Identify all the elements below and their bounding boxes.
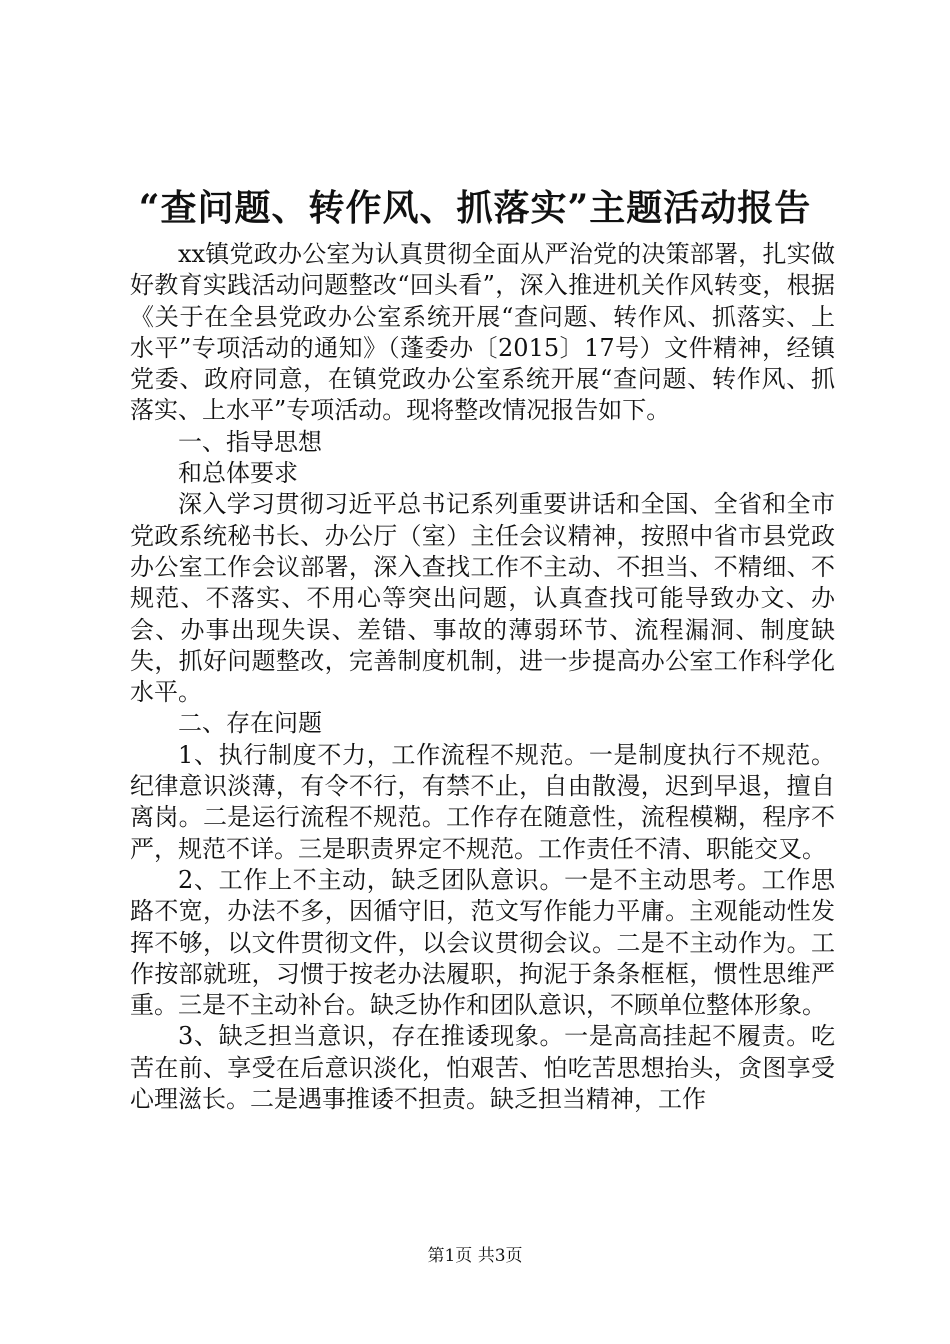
- problem-paragraph-2: 2、工作上不主动，缺乏团队意识。一是不主动思考。工作思路不宽，办法不多，因循守旧，范文写作能力平庸。主观能动性发挥不够，以文件贯彻文件，以会议贯彻会议。二是不主动作为。工作按部就班，习惯于按老办法履职，拘泥于条条框框，惯性思维严重。三是不主动补台。缺乏协作和团队意识，不顾单位整体形象。: [130, 865, 835, 1020]
- section-heading-existing-problems: 二、存在问题: [178, 709, 322, 738]
- section-heading-guiding-ideology: 一、指导思想: [178, 427, 322, 456]
- document-body: [130, 239, 835, 1115]
- problem-paragraph-1: 1、执行制度不力，工作流程不规范。一是制度执行不规范。纪律意识淡薄，有令不行，有禁不止，自由散漫，迟到早退，擅自离岗。二是运行流程不规范。工作存在随意性，流程模糊，程序不严，规范不详。三是职责界定不规范。工作责任不清、职能交叉。: [130, 740, 835, 863]
- document-title: “查问题、转作风、抓落实”主题活动报告: [138, 187, 812, 229]
- requirements-paragraph: 深入学习贯彻习近平总书记系列重要讲话和全国、全省和全市党政系统秘书长、办公厅（室）主任会议精神，按照中省市县党政办公室工作会议部署，深入查找工作不主动、不担当、不精细、不规范、不落实、不用心等突出问题，认真查找可能导致办文、办会、办事出现失误、差错、事故的薄弱环节、流程漏洞、制度缺失，抓好问题整改，完善制度机制，进一步提高办公室工作科学化水平。: [130, 490, 835, 707]
- intro-paragraph: xx镇党政办公室为认真贯彻全面从严治党的决策部署，扎实做好教育实践活动问题整改“回头看”，深入推进机关作风转变，根据《关于在全县党政办公室系统开展“查问题、转作风、抓落实、上水平”专项活动的通知》（蓬委办〔2015〕17号）文件精神，经镇党委、政府同意，在镇党政办公室系统开展“查问题、转作风、抓落实、上水平”专项活动。现将整改情况报告如下。: [130, 240, 835, 425]
- problem-paragraph-3: 3、缺乏担当意识，存在推诿现象。一是高高挂起不履责。吃苦在前、享受在后意识淡化，怕艰苦、怕吃苦思想抬头，贪图享受心理滋长。二是遇事推诿不担责。缺乏担当精神，工作: [130, 1022, 835, 1114]
- page-footer: 第1页 共3页: [427, 1246, 523, 1266]
- section-heading-overall-requirements: 和总体要求: [178, 459, 298, 488]
